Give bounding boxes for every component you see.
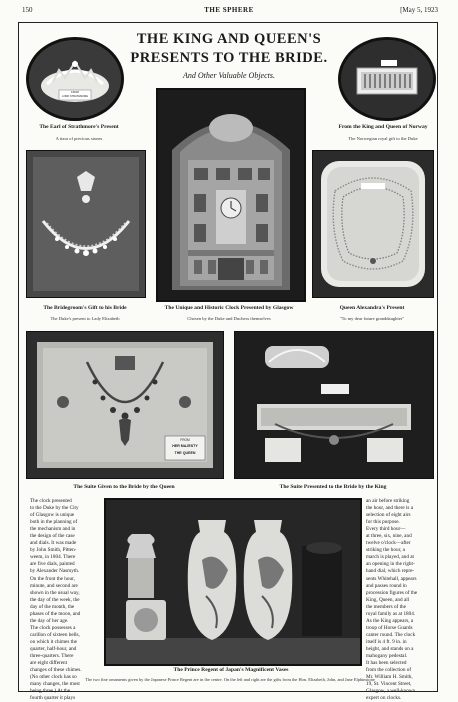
caption-bridegroom: The Bridegroom's Gift to his Bride	[43, 305, 127, 311]
article-line: are five dials, painted	[30, 561, 75, 568]
article-line: itself is 4 ft. 9 in. in	[366, 638, 407, 645]
pearl-case-icon	[313, 151, 433, 297]
caption-queen-suite: The Suite Given to the Bride by the Queen	[73, 484, 175, 490]
article-line: The clock possesses a	[30, 624, 76, 631]
article-line: Mr. William H. Smith,	[366, 674, 413, 681]
article-line: the day of her age.	[30, 617, 69, 624]
magazine-name: THE SPHERE	[204, 6, 254, 14]
tiara-icon	[29, 40, 121, 118]
article-line: the mechanism and in	[30, 526, 76, 533]
article-column-left	[30, 498, 98, 702]
article-line: fourth quarter it plays	[30, 695, 76, 702]
article-line: from the collection of	[366, 667, 412, 674]
article-line: minute, and second are	[30, 582, 78, 589]
article-line: the members of the	[366, 603, 406, 610]
page-number: 150	[22, 6, 33, 14]
photo-glasgow-clock	[156, 88, 306, 302]
article-line: to the Duke by the City	[30, 505, 79, 512]
article-line: canter round. The clock	[366, 631, 416, 638]
caption-clock: The Unique and Historic Clock Presented by Glasgow	[164, 305, 294, 311]
article-line: on which it chimes the	[30, 638, 77, 645]
article-line: are eight different	[30, 660, 68, 667]
article-line: procession figures of the	[366, 589, 418, 596]
article-line: an air before striking	[366, 498, 410, 504]
queen-card-line2: HER MAJESTY	[172, 444, 198, 448]
page-title-line1: THE KING AND QUEEN'S	[136, 31, 322, 47]
article-line: carillon of sixteen bells,	[30, 631, 80, 638]
photo-queen-suite	[26, 331, 224, 479]
article-line: troop of Horse Guards	[366, 624, 413, 631]
article-line: weem, in 1804. There	[30, 554, 76, 561]
photo-norway-case	[338, 37, 436, 121]
article-line: On the front the hour,	[30, 575, 75, 582]
queen-card-line1: FROM	[180, 438, 190, 442]
article-line: shown in the usual way,	[30, 589, 80, 596]
footer-vases: The two fine ornaments given by the Japanese Prince Regent are in the centre. On the left and right are the gifts from the Hon. Elizabeth, John, and Jane Elphinstone	[85, 677, 375, 682]
tiara-card-line1: FROM	[71, 91, 79, 94]
subcaption-norway: The Norwegian royal gift to the Duke	[348, 136, 418, 141]
article-line: As the King appears, a	[366, 617, 414, 624]
tiara-card-line2: LORD STRATHMORE	[62, 95, 88, 98]
article-line: King, Queen, and all	[366, 596, 410, 603]
article-line: being three.) At the	[30, 688, 71, 695]
caption-strathmore: The Earl of Strathmore's Present	[39, 124, 119, 130]
photo-king-suite	[234, 331, 434, 479]
photo-bridegroom-necklace	[26, 150, 146, 298]
tiara-case-icon	[235, 332, 433, 478]
subcaption-clock: Chosen by the Duke and Duchess themselves	[187, 316, 271, 321]
article-line: It has been selected	[366, 660, 407, 667]
caption-norway: From the King and Queen of Norway	[338, 124, 428, 130]
article-line: (No other clock has so	[30, 674, 77, 681]
article-line: hand dial, which repre-	[366, 568, 415, 575]
article-line: march is played, and at	[366, 554, 414, 561]
page-title-line2: PRESENTS TO THE BRIDE.	[130, 50, 328, 66]
article-line: an opening in the right-	[366, 561, 415, 568]
article-line: at three, six, nine, and	[366, 533, 412, 540]
article-line: mahogany pedestal.	[366, 653, 408, 660]
article-line: for this purpose.	[366, 519, 400, 526]
article-line: 19, St. Vincent Street,	[366, 681, 412, 688]
article-line: striking the hour, a	[366, 547, 405, 554]
article-line: selection of eight airs	[366, 512, 411, 519]
subcaption-bridegroom: The Duke's present to Lady Elizabeth	[50, 316, 120, 321]
article-line: many changes, the most	[30, 681, 80, 688]
article-line: royal family as at 1804.	[366, 610, 416, 617]
article-column-right	[366, 498, 434, 702]
article-line: and passes round in	[366, 582, 407, 589]
caption-king-suite: The Suite Presented to the Bride by the King	[279, 484, 387, 490]
article-line: the day of the week, the	[30, 596, 80, 603]
photo-alexandra-pearls	[312, 150, 434, 298]
vase-icon	[106, 500, 360, 664]
jewel-suite-icon	[27, 332, 223, 478]
article-line: changes of these chimes.	[30, 667, 82, 674]
necklace-icon	[27, 151, 145, 297]
article-line: both in the planning of	[30, 519, 78, 526]
cutlery-case-icon	[341, 40, 433, 118]
article-line: three-quarters. There	[30, 653, 74, 660]
clock-icon	[158, 90, 304, 300]
article-line: day of the month, the	[30, 603, 75, 610]
issue-date: [May 5, 1923	[400, 6, 438, 14]
page-subtitle: And Other Valuable Objects.	[183, 71, 275, 80]
caption-vases: The Prince Regent of Japan's Magnificent Vases	[173, 667, 289, 673]
article-line: phases of the moon, and	[30, 610, 81, 617]
article-line: quarter, half-hour, and	[30, 645, 77, 652]
article-line: Glasgow, a well-known	[366, 688, 416, 695]
article-line: by John Smith, Pitten-	[30, 547, 77, 554]
photo-tiara	[26, 37, 124, 121]
article-line: The clock presented	[30, 498, 72, 504]
article-line: of Glasgow is unique	[30, 512, 75, 519]
article-line: and dials. It was made	[30, 540, 77, 547]
article-line: expert on clocks.	[366, 695, 402, 702]
article-line: sents Whitehall, appears	[366, 575, 417, 582]
article-line: by Alexander Nasmyth.	[30, 568, 80, 575]
photo-japanese-vases	[104, 498, 362, 666]
caption-alexandra: Queen Alexandra's Present	[339, 305, 405, 311]
subcaption-strathmore: A tiara of precious stones	[55, 136, 103, 141]
queen-card-line3: THE QUEEN	[174, 451, 196, 455]
article-line: the hour, and there is a	[366, 505, 414, 512]
article-line: Every third hour—	[366, 526, 406, 533]
article-line: the design of the case	[30, 533, 75, 540]
subcaption-alexandra: "To my dear future granddaughter"	[339, 316, 405, 321]
article-line: twelve o'clock—after	[366, 540, 411, 547]
article-line: height, and stands on a	[366, 645, 414, 652]
